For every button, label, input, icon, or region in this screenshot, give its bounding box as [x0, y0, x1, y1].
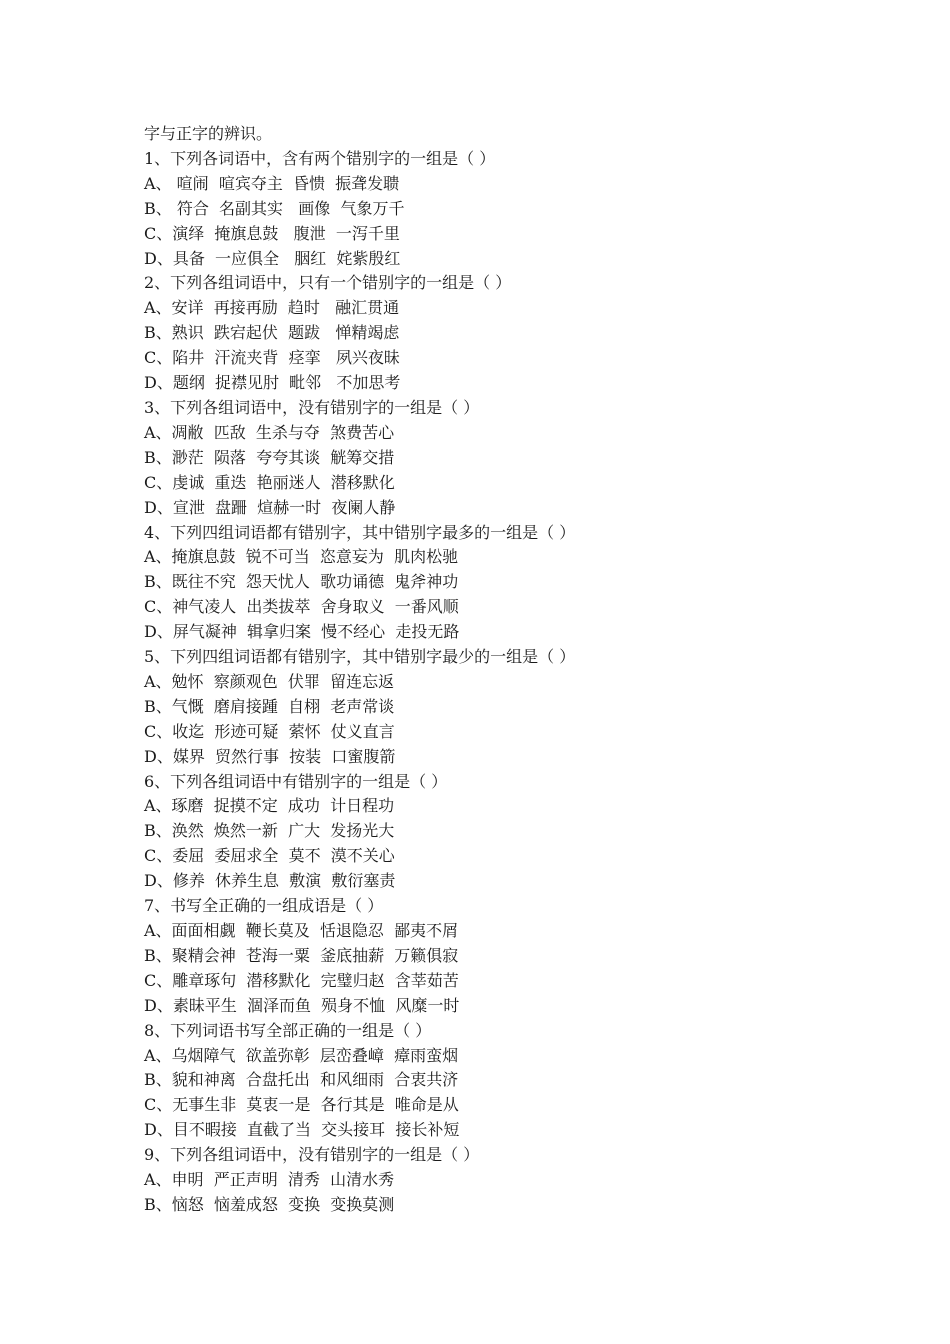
document-line: B、熟识 跌宕起伏 题跋 惮精竭虑	[144, 323, 400, 343]
document-line: D、宣泄 盘跚 煊赫一时 夜阑人静	[144, 497, 396, 517]
document-line: A、掩旗息鼓 锐不可当 恣意妄为 肌肉松驰	[144, 547, 459, 567]
document-line: D、媒界 贸然行事 按装 口蜜腹箭	[144, 746, 396, 766]
document-line: A、 喧闹 喧宾夺主 昏愦 振聋发聩	[144, 173, 400, 193]
document-line: A、勉怀 察颜观色 伏罪 留连忘返	[144, 671, 395, 691]
document-line: C、演绎 掩旗息鼓 腹泄 一泻千里	[144, 223, 400, 243]
document-line: D、屏气凝神 辑拿归案 慢不经心 走投无路	[144, 622, 460, 642]
document-line: A、乌烟障气 欲盖弥彰 层峦叠嶂 瘴雨蛮烟	[144, 1045, 459, 1065]
document-line: C、虔诚 重迭 艳丽迷人 潜移默化	[144, 472, 395, 492]
document-line: D、具备 一应俱全 胭红 姹紫殷红	[144, 248, 401, 268]
document-line: A、申明 严正声明 清秀 山清水秀	[144, 1170, 395, 1190]
document-line: D、目不暇接 直截了当 交头接耳 接长补短	[144, 1120, 460, 1140]
document-line: A、琢磨 捉摸不定 成功 计日程功	[144, 796, 395, 816]
document-line: 8、下列词语书写全部正确的一组是（ ）	[144, 1020, 432, 1040]
document-line: A、安详 再接再励 趋时 融汇贯通	[144, 298, 400, 318]
document-line: C、委屈 委屈求全 莫不 漠不关心	[144, 846, 395, 866]
document-line: B、涣然 焕然一新 广大 发扬光大	[144, 821, 395, 841]
document-line: 7、书写全正确的一组成语是（ ）	[144, 896, 384, 916]
document-line: A、凋敝 匹敌 生杀与夺 煞费苦心	[144, 422, 395, 442]
document-line: 2、下列各组词语中，只有一个错别字的一组是（ ）	[144, 273, 512, 293]
document-line: B、既往不究 怨天忧人 歌功诵德 鬼斧神功	[144, 572, 459, 592]
document-line: C、无事生非 莫衷一是 各行其是 唯命是从	[144, 1095, 459, 1115]
document-line: B、聚精会神 苍海一粟 釜底抽薪 万籁俱寂	[144, 945, 459, 965]
document-line: 5、下列四组词语都有错别字，其中错别字最少的一组是（ ）	[144, 647, 576, 667]
document-line: A、面面相觑 鞭长莫及 恬退隐忍 鄙夷不屑	[144, 921, 459, 940]
document-line: D、题纲 捉襟见肘 毗邻 不加思考	[144, 373, 401, 393]
document-line: B、 符合 名副其实 画像 气象万千	[144, 198, 405, 218]
document-line: B、恼怒 恼羞成怒 变换 变换莫测	[144, 1194, 395, 1214]
document-line: 4、下列四组词语都有错别字，其中错别字最多的一组是（ ）	[144, 522, 576, 542]
document-body	[144, 122, 844, 1218]
document-line: C、收迄 形迹可疑 萦怀 仗义直言	[144, 721, 395, 741]
document-line: D、修养 休养生息 敷演 敷衍塞责	[144, 871, 396, 891]
document-line: C、神气凌人 出类拔萃 舍身取义 一番风顺	[144, 597, 459, 617]
document-line: B、貌和神离 合盘托出 和风细雨 合衷共济	[144, 1070, 459, 1090]
document-line: 3、下列各组词语中，没有错别字的一组是（ ）	[144, 397, 480, 417]
document-line: D、素昧平生 涸泽而鱼 殒身不恤 风糜一时	[144, 995, 460, 1015]
document-line: C、雕章琢句 潜移默化 完璧归赵 含莘茹苦	[144, 970, 459, 990]
document-line: B、渺茫 陨落 夸夸其谈 觥筹交措	[144, 447, 395, 467]
document-line: C、陷井 汗流夹背 痉挛 夙兴夜昧	[144, 348, 400, 368]
document-line: 6、下列各组词语中有错别字的一组是（ ）	[144, 771, 448, 791]
document-line: B、气慨 磨肩接踵 自栩 老声常谈	[144, 696, 395, 716]
document-line: 1、下列各词语中，含有两个错别字的一组是（ ）	[144, 148, 496, 168]
document-line: 字与正字的辨识。	[144, 124, 273, 143]
document-line: 9、下列各组词语中，没有错别字的一组是（ ）	[144, 1145, 480, 1165]
